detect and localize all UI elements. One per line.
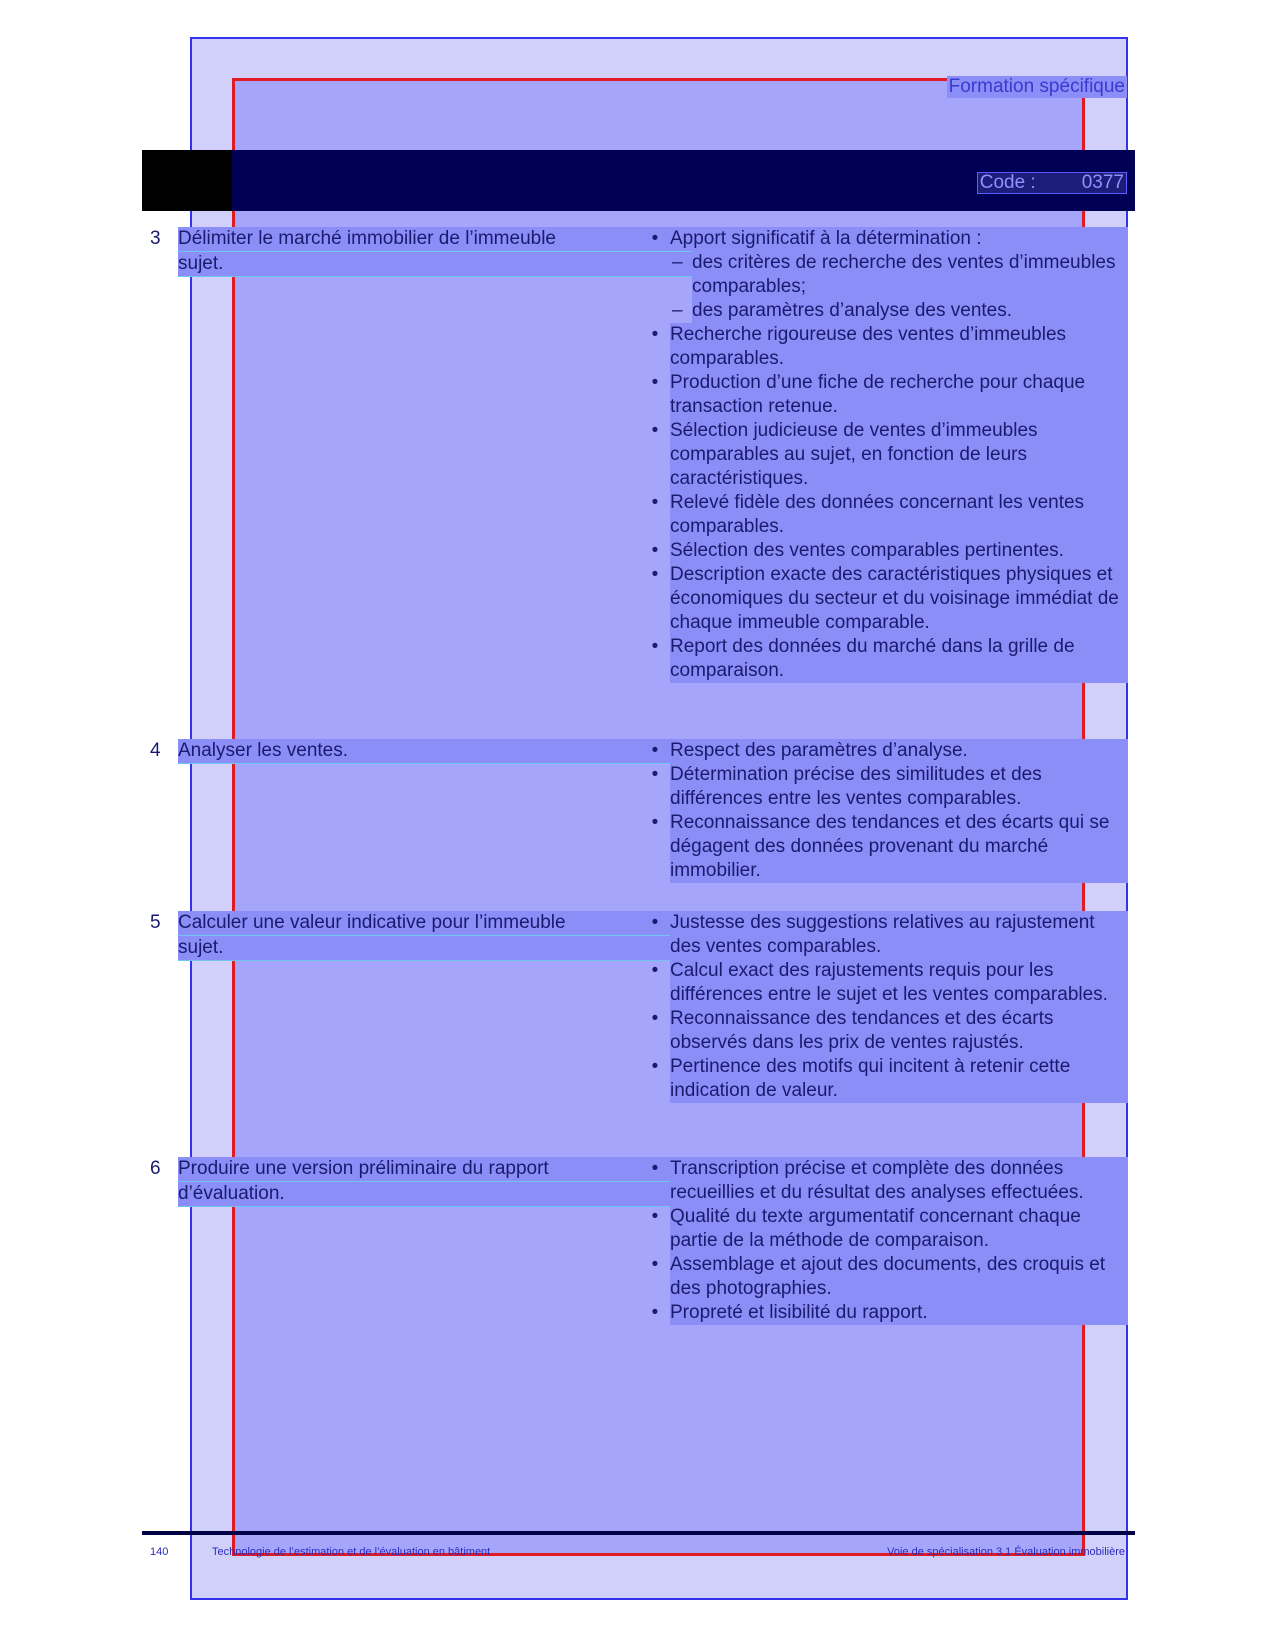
bullet-icon: • (651, 1158, 659, 1179)
footer-rule (142, 1531, 1135, 1535)
criterion-item (648, 1301, 1128, 1325)
criterion-text: Relevé fidèle des données concernant les ventes comparables. (670, 491, 1128, 539)
criterion-text: Apport significatif à la détermination : (670, 227, 1128, 251)
criterion-item (648, 1157, 1128, 1205)
criterion-text: Pertinence des motifs qui incitent à retenir cette indication de valeur. (670, 1055, 1128, 1103)
criteria-list (648, 911, 1128, 1103)
criterion-text: Transcription précise et complète des données recueillies et du résultat des analyses effectuées. (670, 1157, 1128, 1205)
criterion-text: Recherche rigoureuse des ventes d’immeubles comparables. (670, 323, 1128, 371)
task-number: 5 (150, 912, 161, 933)
criterion-item (648, 959, 1128, 1007)
task-line: sujet. (178, 936, 788, 961)
bullet-icon: • (651, 372, 659, 393)
criterion-item (648, 323, 1128, 371)
criterion-text: Détermination précise des similitudes et des différences entre les ventes comparables. (670, 763, 1128, 811)
criterion-item (648, 1205, 1128, 1253)
criterion-text: Report des données du marché dans la grille de comparaison. (670, 635, 1128, 683)
code-label: Code : (979, 172, 1036, 193)
criterion-item (648, 763, 1128, 811)
bullet-icon: • (651, 324, 659, 345)
task-line: Produire une version préliminaire du rapport (178, 1157, 788, 1182)
bullet-icon: • (651, 912, 659, 933)
criterion-text: Qualité du texte argumentatif concernant chaque partie de la méthode de comparaison. (670, 1205, 1128, 1253)
criterion-text: Respect des paramètres d’analyse. (670, 739, 1128, 763)
criterion-item (648, 1253, 1128, 1301)
sub-criterion-item (648, 251, 1128, 299)
criterion-text: Reconnaissance des tendances et des écarts qui se dégagent des données provenant du marché immobilier. (670, 811, 1128, 883)
criterion-text: Reconnaissance des tendances et des écarts observés dans les prix de ventes rajustés. (670, 1007, 1128, 1055)
bullet-icon: • (651, 812, 659, 833)
footer-right-text: Voie de spécialisation 3.1 Évaluation immobilière (887, 1546, 1125, 1558)
criterion-text: Assemblage et ajout des documents, des croquis et des photographies. (670, 1253, 1128, 1301)
criteria-list (648, 1157, 1128, 1325)
criterion-text: Propreté et lisibilité du rapport. (670, 1301, 1128, 1325)
bullet-icon: • (651, 1206, 659, 1227)
sub-criterion-text: des critères de recherche des ventes d’immeubles comparables; (692, 251, 1128, 299)
task-line: Délimiter le marché immobilier de l’immeuble (178, 227, 788, 252)
criterion-text: Sélection judicieuse de ventes d’immeubles comparables au sujet, en fonction de leurs caractéristiques. (670, 419, 1128, 491)
task-number: 4 (150, 740, 161, 761)
criterion-item (648, 739, 1128, 763)
criterion-item (648, 491, 1128, 539)
bullet-icon: • (651, 492, 659, 513)
bullet-icon: • (651, 960, 659, 981)
section-label: Formation spécifique (948, 76, 1125, 97)
task-line: d’évaluation. (178, 1182, 788, 1207)
banner-left-block (142, 150, 232, 211)
footer-left-text: Technologie de l’estimation et de l’évaluation en bâtiment (212, 1546, 491, 1558)
bullet-icon: • (651, 420, 659, 441)
header-banner (142, 150, 1135, 211)
criterion-text: Sélection des ventes comparables pertinentes. (670, 539, 1128, 563)
criterion-item (648, 1007, 1128, 1055)
bullet-icon: • (651, 540, 659, 561)
criterion-item (648, 811, 1128, 883)
criterion-item (648, 563, 1128, 635)
sub-criterion-item (648, 299, 1128, 323)
bullet-icon: • (651, 1056, 659, 1077)
criterion-item (648, 539, 1128, 563)
bullet-icon: • (651, 1302, 659, 1323)
task-number: 6 (150, 1158, 161, 1179)
sub-criterion-text: des paramètres d’analyse des ventes. (692, 299, 1128, 323)
criterion-item (648, 1055, 1128, 1103)
dash-icon: – (672, 300, 683, 321)
criteria-list (648, 227, 1128, 683)
bullet-icon: • (651, 564, 659, 585)
task-line: sujet. (178, 252, 788, 277)
criteria-list (648, 739, 1128, 883)
criterion-item (648, 419, 1128, 491)
code-box (977, 172, 1127, 194)
criterion-item (648, 371, 1128, 419)
dash-icon: – (672, 252, 683, 273)
criterion-item (648, 911, 1128, 959)
task-line: Analyser les ventes. (178, 739, 788, 764)
task-line: Calculer une valeur indicative pour l’immeuble (178, 911, 788, 936)
criterion-text: Production d’une fiche de recherche pour chaque transaction retenue. (670, 371, 1128, 419)
criterion-text: Justesse des suggestions relatives au rajustement des ventes comparables. (670, 911, 1128, 959)
code-value: 0377 (1081, 172, 1124, 193)
bullet-icon: • (651, 764, 659, 785)
criterion-text: Calcul exact des rajustements requis pour les différences entre le sujet et les ventes comparables. (670, 959, 1128, 1007)
criterion-item (648, 227, 1128, 251)
bullet-icon: • (651, 1254, 659, 1275)
bullet-icon: • (651, 740, 659, 761)
criterion-item (648, 635, 1128, 683)
criterion-text: Description exacte des caractéristiques physiques et économiques du secteur et du voisinage immédiat de chaque immeuble comparable. (670, 563, 1128, 635)
task-number: 3 (150, 228, 161, 249)
page-number: 140 (150, 1546, 169, 1558)
bullet-icon: • (651, 1008, 659, 1029)
bullet-icon: • (651, 636, 659, 657)
bullet-icon: • (651, 228, 659, 249)
